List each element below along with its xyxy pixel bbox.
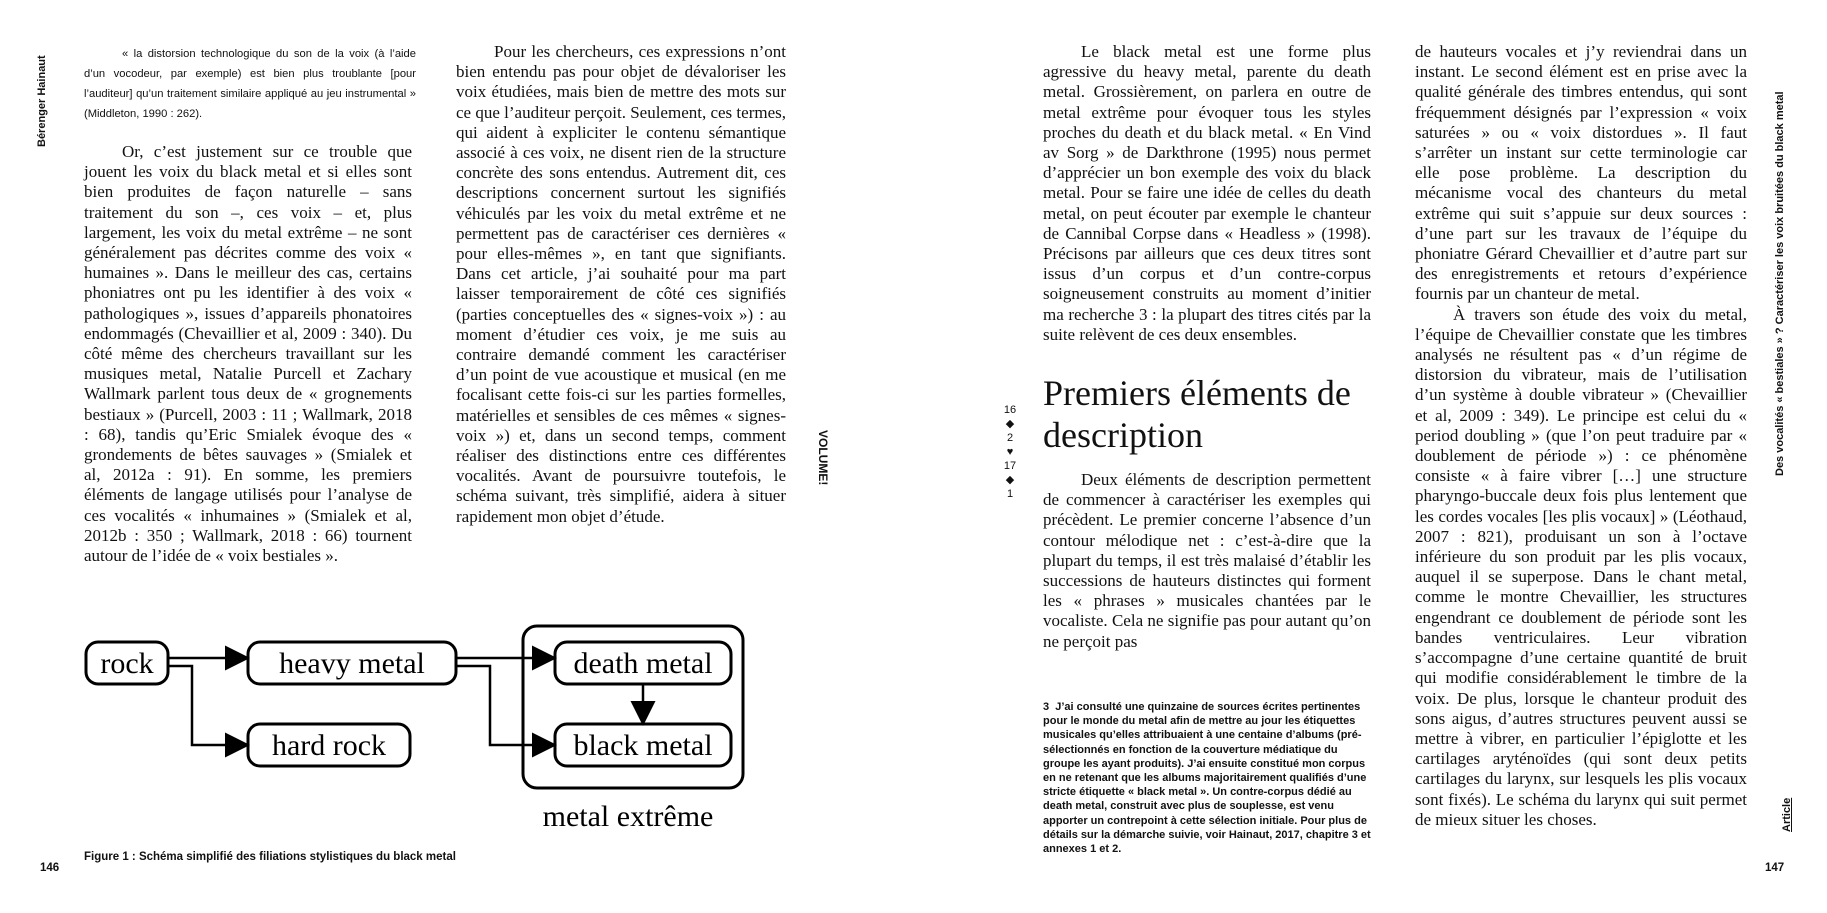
page-number-left: 146 — [40, 862, 60, 874]
volume-number: 2 — [1006, 432, 1014, 444]
article-running-head: Des vocalités « bestiales » ? Caractériser les voix bruitées du black metal — [1774, 91, 1786, 476]
left-column-1 — [84, 142, 412, 566]
author-running-head: Bérenger Hainaut — [36, 55, 48, 147]
black-metal-label: black metal — [573, 729, 713, 762]
paragraph: Le black metal est une forme plus agressive du heavy metal, parente du death metal. Grossièrement, on parlera en outre de metal extrême pour évoquer tous les styles proches du death et du black metal. « En Vind av Sorg » de Darkthrone (1995) nous permet d’apprécier un bon exemple des voix du black metal. Pour se faire une idée de celles du death metal, on peut écouter par exemple le chanteur de Cannibal Corpse dans « Headless » (1998). Précisons par ailleurs que ces deux titres sont issus d’un corpus et d’un contre-corpus soigneusement construits au moment d’initier ma recherche 3 : la plupart des titres cités par la suite relèvent de ces deux ensembles. — [1043, 42, 1371, 344]
journal-gutter-label: VOLUME! — [816, 430, 830, 486]
footnote-number: 3 — [1043, 701, 1050, 713]
paragraph: Pour les chercheurs, ces expressions n’ont bien entendu pas pour objet de dévaloriser les voix étudiées, mais bien de mettre des mots sur ce que l’auditeur perçoit. Seulement, ces termes, qui aident à expliciter le contenu sémantique associé à ces voix, ne disent rien de la structure concrète des sons entendus. Autrement dit, ces descriptions concernent surtout les signifiés véhiculés par les voix du metal extrême et ne permettent pas de caractériser ces dernières « pour elles-mêmes », en tant que signifiants. Dans cet article, j’ai souhaité pour ma part laisser temporairement de côté ces signifiés (parties conceptuelles des « signes-voix ») : au moment d’étudier ces voix, je me suis au contraire demandé comment les caractériser d’un point de vue acoustique et musical (en me focalisant cette fois-ci sur les parties formelles, matérielles et sensibles de ces mêmes « signes-voix ») et, dans un second temps, comment réaliser des distinctions entre ces différentes vocalités. Avant de poursuivre toutefois, le schéma suivant, très simplifié, aidera à situer rapidement mon objet d’étude. — [456, 42, 786, 526]
section-label: Article — [1781, 797, 1793, 832]
volume-numbers — [1000, 403, 1020, 501]
block-quote: « la distorsion technologique du son de la voix (à l’aide d’un vocodeur, par exemple) est bien plus troublante [pour l’auditeur] qu’un traitement similaire appliqué au jeu instrumental » (Middleton, 1990 : 262). — [84, 48, 416, 120]
right-page — [913, 0, 1827, 913]
paragraph: de hauteurs vocales et j’y reviendrai dans un instant. Le second élément est en prise avec la qualité générale des timbres entendus, qui sont fréquemment désignés par l’expression « voix saturées » ou « voix distordues ». Il faut s’arrêter un instant sur cette terminologie car elle pose problème. La description du mécanisme vocal des chanteurs du metal extrême qui suit s’appuie sur deux sources : d’une part sur les travaux de l’équipe du phoniatre Gérard Chevaillier et d’autre part sur des enregistrements et retours d’expérience fournis par un chanteur de metal. — [1415, 42, 1747, 304]
separator-glyph: ◆ — [1005, 474, 1015, 486]
genre-diagram — [80, 620, 800, 840]
footnote-text: J’ai consulté une quinzaine de sources écrites pertinentes pour le monde du metal afin de mettre au jour les étiquettes musicales qu’elles attribuaient à une centaine d’albums (pré-sélectionnés en fonction de la couverture médiatique du groupe les ayant produits). J’ai ensuite constitué mon corpus en ne retenant que les albums majoritairement qualifiés d’une stricte étiquette « black metal ». Un contre-corpus dédié au death metal, construit avec plus de souplesse, est venu apporter un contrepoint à cette sélection initiale. Pour plus de détails sur la démarche suivie, voir Hainaut, 2017, chapitre 3 et annexes 1 et 2. — [1043, 701, 1371, 856]
heavy-metal-label: heavy metal — [279, 647, 425, 680]
right-column-1 — [1043, 42, 1371, 345]
right-column-2 — [1415, 42, 1747, 830]
section-heading: Premiers éléments de description — [1043, 373, 1351, 455]
volume-number: 16 — [1003, 404, 1017, 416]
right-column-1-continued — [1043, 470, 1371, 652]
arrow-heavy-black — [456, 666, 552, 745]
paragraph: À travers son étude des voix du metal, l’équipe de Chevaillier constate que les timbres analysés ne résultent pas « d’un régime de distorsion du vibrateur, mais de l’utilisation d’un système à double vibrateur » (Chevaillier et al, 2009 : 349). Le principe est celui du « period doubling » (que l’on peut traduire par « doublement de période ») : ce phénomène consiste « à faire vibrer […] une structure pharyngo-buccale deux fois plus lentement que les cordes vocales [les plis vocaux] » (Léothaud, 2007 : 821), produisant un son à l’octave inférieure du son produit par les plis vocaux, auquel il se superpose. Dans le chant metal, comme le montre Chevaillier, les structures engendrant ce doublement de période sont les bandes ventriculaires. Leur vibration s’accompagne d’une certaine quantité de bruit qui modifie considérablement le timbre de la voix. De plus, lorsque le chanteur produit des sons aigus, d’autres structures peuvent aussi se mettre à vibrer, en particulier l’épiglotte et les cartilages aryténoïdes (qui sont deux petits cartilages du larynx, sur lesquels les plis vocaux sont fixés). Le schéma du larynx qui suit permet de mieux situer les choses. — [1415, 304, 1747, 829]
volume-number: 17 — [1003, 460, 1017, 472]
metal-extreme-label: metal extrême — [542, 800, 714, 833]
figure-caption: Figure 1 : Schéma simplifié des filiations stylistiques du black metal — [84, 851, 456, 863]
left-page — [0, 0, 913, 913]
page-number-right: 147 — [1765, 862, 1785, 874]
rock-label: rock — [100, 647, 154, 680]
volume-number: 1 — [1006, 488, 1014, 500]
separator-glyph: ♥ — [1006, 446, 1014, 458]
arrow-rock-hardrock — [168, 666, 245, 745]
paragraph: Deux éléments de description permettent de commencer à caractériser les exemples qui précèdent. Le premier concerne l’absence d’un contour mélodique net : c’est-à-dire que la plupart du temps, il est très malaisé d’établir les successions de hauteurs distinctes qui forment les « phrases » musicales chantées par le vocaliste. Cela ne signifie pas pour autant qu’on ne perçoit pas — [1043, 470, 1371, 651]
death-metal-label: death metal — [573, 647, 713, 680]
hard-rock-label: hard rock — [271, 729, 387, 762]
left-column-2 — [456, 42, 786, 527]
separator-glyph: ◆ — [1005, 418, 1015, 430]
footnote — [1043, 700, 1373, 856]
paragraph: Or, c’est justement sur ce trouble que jouent les voix du black metal et si elles sont bien produites de façon naturelle – sans traitement du son –, ces voix – et, plus largement, les voix du metal extrême – ne sont généralement pas décrites comme des voix « humaines ». Dans le meilleur des cas, certains phoniatres ont pu les identifier à des voix « pathologiques », issues d’appareils phonatoires endommagés (Chevaillier et al, 2009 : 340). Du côté même des chercheurs travaillant sur les musiques metal, Natalie Purcell et Zachary Wallmark parlent tous deux de « grognements bestiaux » (Purcell, 2003 : 11 ; Wallmark, 2018 : 68), tandis qu’Eric Smialek évoque des « grondements de bêtes sauvages » (Smialek et al, 2012a : 91). En somme, les premiers éléments de langage utilisés pour l’analyse de ces vocalités « inhumaines » (Smialek et al, 2012b : 350 ; Wallmark, 2018 : 66) tournent autour de l’idée de « voix bestiales ». — [84, 142, 412, 566]
